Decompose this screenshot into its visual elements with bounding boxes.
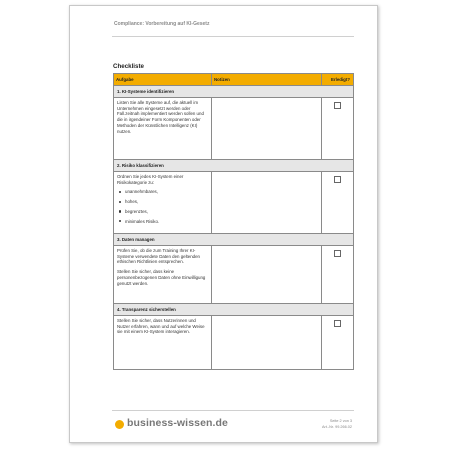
task-text: Ordnen Sie jedes KI-System einer Risikokategorie zu:: [117, 174, 184, 185]
task-cell: [114, 172, 212, 234]
notes-cell[interactable]: [212, 98, 322, 160]
section-row-1: [114, 86, 354, 98]
section-row-4: [114, 304, 354, 316]
list-item: begrenztes,: [125, 209, 208, 215]
task-text: Stellen Sie sicher, dass keine personenbezogenen Daten ohne Einwilligung genutzt werden.: [117, 269, 206, 286]
list-item: hohes,: [125, 199, 208, 205]
done-checkbox[interactable]: [334, 320, 341, 327]
page-info: [322, 418, 352, 430]
notes-cell[interactable]: [212, 172, 322, 234]
page-number: Seite 2 von 3: [329, 419, 352, 423]
section-heading: 1. KI-Systeme identifizieren: [114, 86, 354, 98]
done-cell: [322, 246, 354, 304]
section-row-3: [114, 234, 354, 246]
column-header-notes: Notizen: [212, 74, 322, 86]
done-checkbox[interactable]: [334, 250, 341, 257]
done-checkbox[interactable]: [334, 102, 341, 109]
document-header-title: Compliance: Vorbereitung auf KI-Gesetz: [114, 21, 210, 27]
task-text: Listen Sie alle Systeme auf, die aktuell im Unternehmen eingesetzt werden oder Fall.zeitnah implementiert werden sollen und die in irgendeiner Form Komponenten oder Methoden der Künstlichen Intelligenz (KI) nutzen.: [117, 100, 204, 134]
task-text: Prüfen Sie, ob die zum Training Ihrer KI-Systeme verwendete Daten den geltenden ethischen Richtlinien entsprechen.: [117, 248, 200, 265]
task-row-2: [114, 172, 354, 234]
task-row-4: [114, 316, 354, 370]
column-header-done: Erledigt?: [322, 74, 354, 86]
header-divider: [112, 36, 354, 37]
task-cell: [114, 98, 212, 160]
done-cell: [322, 98, 354, 160]
section-row-2: [114, 160, 354, 172]
section-heading: 4. Transparenz sicherstellen: [114, 304, 354, 316]
document-page: [69, 5, 378, 443]
list-item: minimales Risiko.: [125, 219, 208, 225]
article-number: Art.-Nr. 99.266.02: [322, 425, 352, 430]
notes-cell[interactable]: [212, 316, 322, 370]
done-checkbox[interactable]: [334, 176, 341, 183]
brand-logo-dot: [115, 420, 124, 429]
brand-logo-text: business-wissen.de: [127, 417, 229, 429]
checklist-title: Checkliste: [113, 63, 144, 70]
done-cell: [322, 172, 354, 234]
task-cell: [114, 316, 212, 370]
task-cell: [114, 246, 212, 304]
task-row-1: [114, 98, 354, 160]
task-row-3: [114, 246, 354, 304]
footer-divider: [112, 410, 354, 411]
risk-category-list: [117, 189, 208, 224]
column-header-task: Aufgabe: [114, 74, 212, 86]
section-heading: 2. Risiko klassifizieren: [114, 160, 354, 172]
table-header-row: [114, 74, 354, 86]
done-cell: [322, 316, 354, 370]
list-item: unannehmbares,: [125, 189, 208, 195]
task-text: Stellen Sie sicher, dass Nutzerinnen und Nutzer erfahren, wann und auf welche Weise sie mit einem KI-System interagieren.: [117, 318, 205, 335]
notes-cell[interactable]: [212, 246, 322, 304]
checklist-table: [113, 73, 354, 370]
section-heading: 3. Daten managen: [114, 234, 354, 246]
